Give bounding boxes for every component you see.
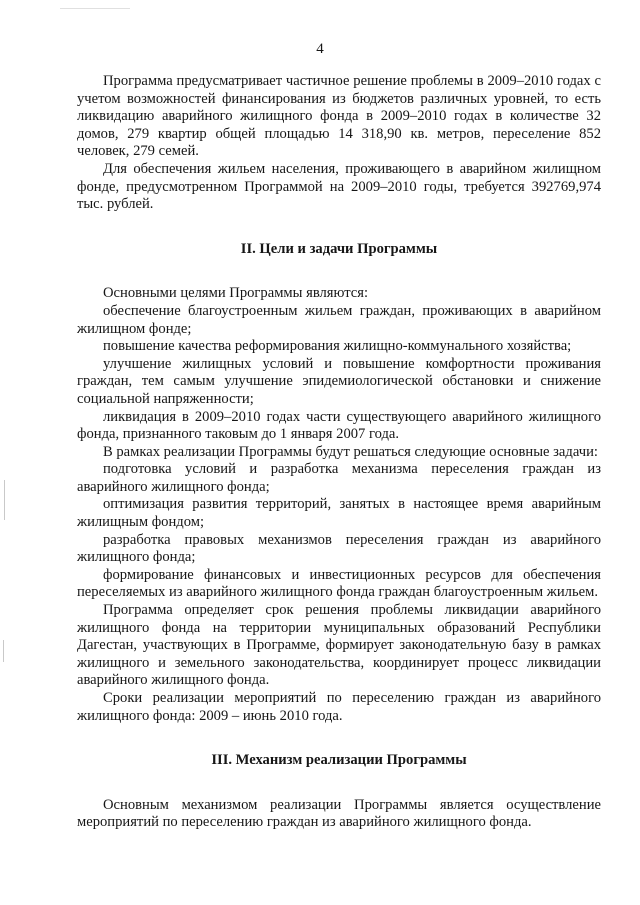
mechanism-paragraph: Основным механизмом реализации Программы является осуществление мероприятий по переселению граждан из аварийного жилищного фонда. (77, 796, 601, 831)
goal-item: повышение качества реформирования жилищно-коммунального хозяйства; (103, 338, 572, 355)
task-item: разработка правовых механизмов переселения граждан из аварийного жилищного фонда; (77, 531, 601, 566)
scan-mark (4, 480, 5, 520)
goal-item: обеспечение благоустроенным жильем граждан, проживающих в аварийном жилищном фонде; (77, 302, 601, 337)
section-3-heading: III. Механизм реализации Программы (211, 752, 467, 769)
section-2-heading: II. Цели и задачи Программы (240, 240, 438, 257)
page-number: 4 (316, 41, 324, 57)
tasks-intro: В рамках реализации Программы будут решаться следующие основные задачи: (103, 443, 598, 460)
goal-item: ликвидация в 2009–2010 годах части существующего аварийного жилищного фонда, признанного таковым до 1 января 2007 года. (77, 408, 601, 443)
goal-item: улучшение жилищных условий и повышение комфортности проживания граждан, тем самым улучшение эпидемиологической обстановки и снижение социальной напряженности; (77, 355, 601, 407)
task-item: подготовка условий и разработка механизма переселения граждан из аварийного жилищного фонда; (77, 461, 601, 495)
program-deadline-paragraph: Сроки реализации мероприятий по переселению граждан из аварийного жилищного фонда: 2009 – июнь 2010 года. (77, 690, 601, 724)
intro-paragraph-2: Для обеспечения жильем населения, проживающего в аварийном жилищном фонде, предусмотренном Программой на 2009–2010 годы, требуется 392769,974 тыс. рублей. (77, 160, 601, 213)
intro-paragraph-1: Программа предусматривает частичное решение проблемы в 2009–2010 годах с учетом возможностей финансирования из бюджетов различных уровней, то есть ликвидацию аварийного жилищного фонда в 2009–2010 годах в количестве 32 домов, 279 квартир общей площадью 14 318,90 кв. метров, переселение 852 человек, 279 семей. (77, 73, 601, 160)
goals-intro: Основными целями Программы являются: (103, 285, 369, 302)
task-item: оптимизация развития территорий, занятых в настоящее время аварийным жилищным фондом; (77, 496, 601, 531)
task-item: формирование финансовых и инвестиционных ресурсов для обеспечения переселяемых из аварийного жилищного фонда граждан благоустроенным жильем. (77, 566, 601, 601)
scan-mark (60, 8, 130, 9)
scan-mark (3, 640, 4, 662)
program-term-paragraph: Программа определяет срок решения проблемы ликвидации аварийного жилищного фонда на территории муниципальных образований Республики Дагестан, участвующих в Программе, формирует законодательную базу в рамках жилищного и земельного законодательства, координирует процесс ликвидации аварийного жилищного фонда. (77, 602, 601, 689)
document-body (77, 73, 601, 832)
